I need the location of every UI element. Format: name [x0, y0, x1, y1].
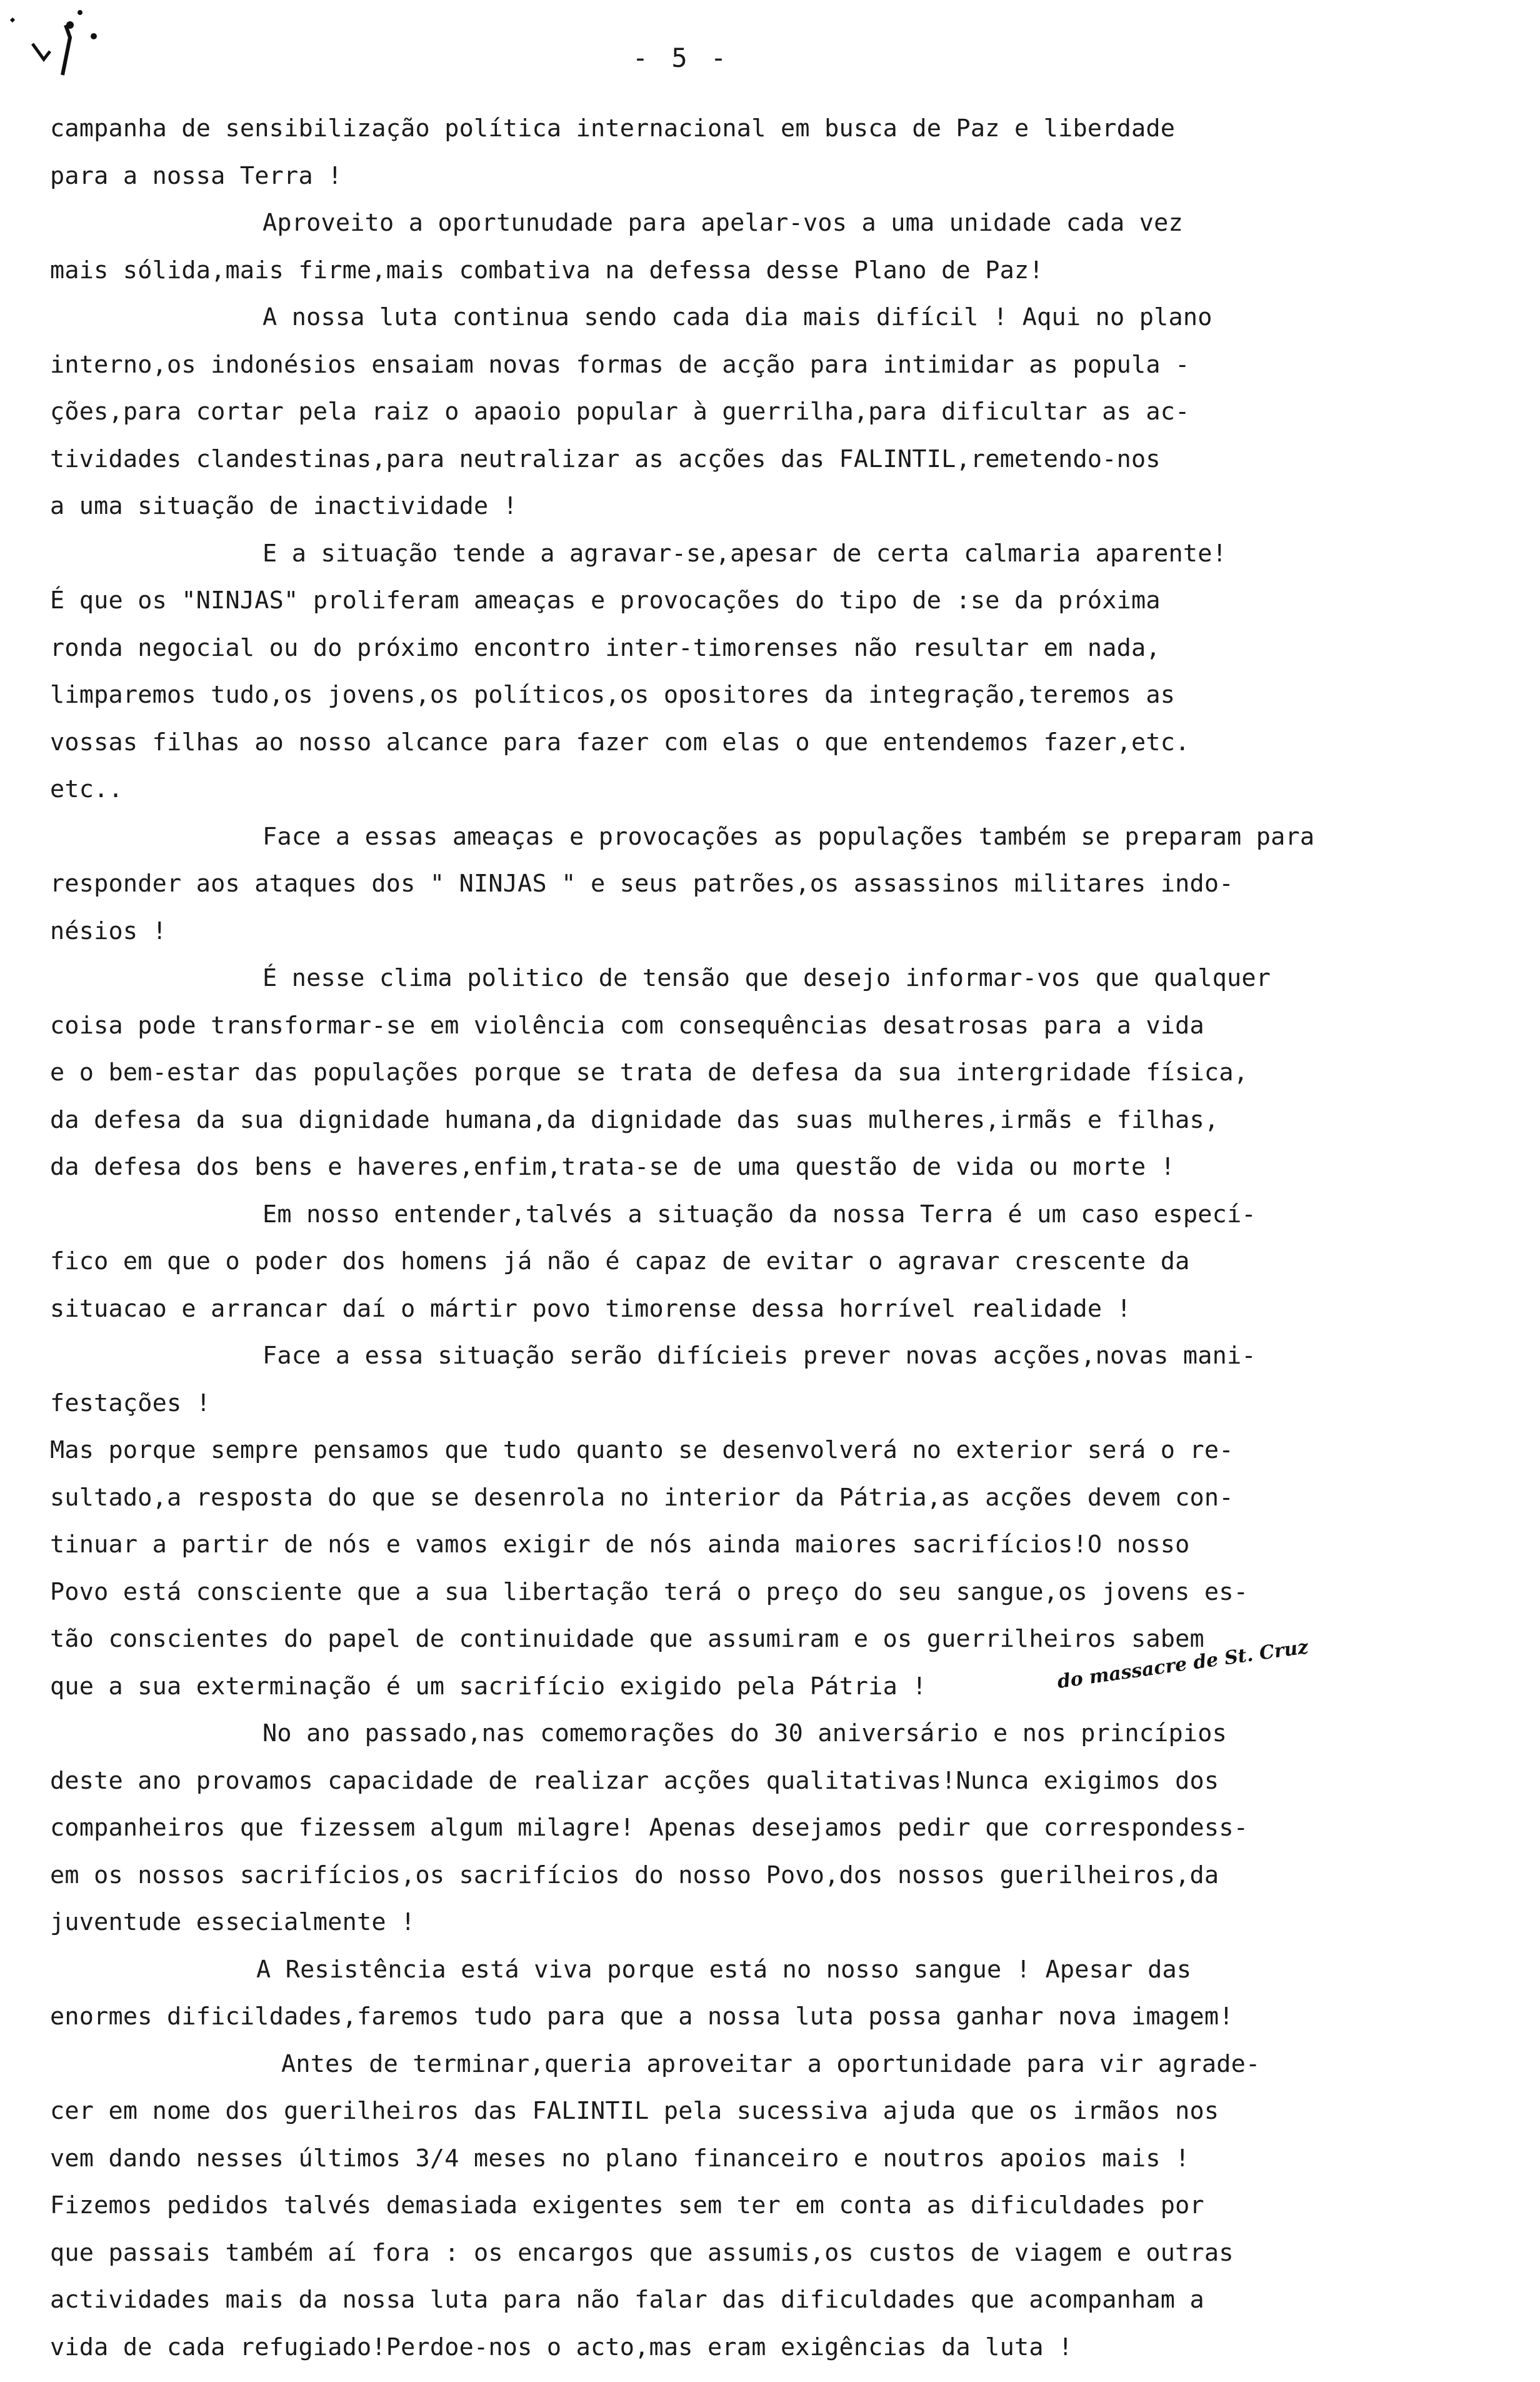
- text-line: etc..: [50, 775, 123, 803]
- text-line: E a situação tende a agravar-se,apesar de certa calmaria aparente!: [262, 539, 1228, 568]
- text-line: em os nossos sacrifícios,os sacrifícios do nosso Povo,dos nossos guerilheiros,da: [50, 1861, 1219, 1889]
- text-line: A nossa luta continua sendo cada dia mais difícil ! Aqui no plano: [262, 303, 1212, 331]
- text-line: responder aos ataques dos " NINJAS " e seus patrões,os assassinos militares indo-: [50, 870, 1234, 898]
- handwritten-annotation: do massacre de St. Cruz: [1056, 1636, 1310, 1694]
- text-line: Mas porque sempre pensamos que tudo quanto se desenvolverá no exterior será o re-: [50, 1436, 1234, 1464]
- text-line: e o bem-estar das populações porque se trata de defesa da sua intergridade física,: [50, 1058, 1249, 1087]
- text-line: coisa pode transformar-se em violência com consequências desatrosas para a vida: [50, 1011, 1204, 1040]
- text-line: juventude essecialmente !: [50, 1908, 416, 1936]
- text-line: Povo está consciente que a sua libertação terá o preço do seu sangue,os jovens es-: [50, 1577, 1249, 1606]
- text-line: a uma situação de inactividade !: [50, 492, 518, 520]
- text-line: Face a essa situação serão difícieis prever novas acções,novas mani-: [262, 1342, 1256, 1370]
- text-line: situacao e arrancar daí o mártir povo timorense dessa horrível realidade !: [50, 1294, 1132, 1323]
- text-line: interno,os indonésios ensaiam novas formas de acção para intimidar as popula -: [50, 350, 1190, 379]
- text-line: festações !: [50, 1389, 211, 1417]
- text-line: companheiros que fizessem algum milagre! Apenas desejamos pedir que correspondess-: [50, 1814, 1249, 1842]
- text-line: campanha de sensibilização política internacional em busca de Paz e liberdade: [50, 114, 1176, 143]
- text-line: Antes de terminar,queria aproveitar a oportunidade para vir agrade-: [281, 2049, 1261, 2078]
- text-line: fico em que o poder dos homens já não é capaz de evitar o agravar crescente da: [50, 1247, 1190, 1275]
- text-line: que passais também aí fora : os encargos que assumis,os custos de viagem e outras: [50, 2238, 1234, 2267]
- text-line: vossas filhas ao nosso alcance para fazer com elas o que entendemos fazer,etc.: [50, 728, 1190, 756]
- text-line: cer em nome dos guerilheiros das FALINTIL pela sucessiva ajuda que os irmãos nos: [50, 2097, 1219, 2125]
- text-line: deste ano provamos capacidade de realizar acções qualitativas!Nunca exigimos dos: [50, 1766, 1219, 1795]
- text-line: nésios !: [50, 917, 168, 945]
- text-line: vida de cada refugiado!Perdoe-nos o acto,mas eram exigências da luta !: [50, 2333, 1073, 2361]
- text-line: tão conscientes do papel de continuidade que assumiram e os guerrilheiros sabem: [50, 1625, 1204, 1653]
- page-number: - 5 -: [632, 43, 731, 73]
- text-line: da defesa dos bens e haveres,enfim,trata-se de uma questão de vida ou morte !: [50, 1153, 1176, 1181]
- text-line: Aproveito a oportunudade para apelar-vos a uma unidade cada vez: [262, 209, 1183, 237]
- text-line: A Resistência está viva porque está no nosso sangue ! Apesar das: [256, 1955, 1192, 1984]
- text-line: Em nosso entender,talvés a situação da nossa Terra é um caso especí-: [262, 1200, 1256, 1229]
- text-line: enormes dificildades,faremos tudo para que a nossa luta possa ganhar nova imagem!: [50, 2003, 1234, 2031]
- text-line: É que os "NINJAS" proliferam ameaças e provocações do tipo de :se da próxima: [50, 586, 1161, 615]
- corner-pen-marks: [0, 0, 125, 100]
- text-line: ronda negocial ou do próximo encontro inter-timorenses não resultar em nada,: [50, 633, 1161, 662]
- text-line: É nesse clima politico de tensão que desejo informar-vos que qualquer: [262, 964, 1271, 992]
- text-line: ções,para cortar pela raiz o apaoio popular à guerrilha,para dificultar as ac-: [50, 398, 1190, 426]
- text-line: Fizemos pedidos talvés demasiada exigentes sem ter em conta as dificuldades por: [50, 2191, 1204, 2219]
- text-line: vem dando nesses últimos 3/4 meses no plano financeiro e noutros apoios mais !: [50, 2144, 1190, 2173]
- text-line: tinuar a partir de nós e vamos exigir de nós ainda maiores sacrifícios!O nosso: [50, 1530, 1190, 1559]
- letter-body: [50, 105, 1500, 2371]
- text-line: que a sua exterminação é um sacrifício exigido pela Pátria !: [50, 1672, 927, 1701]
- text-line: Face a essas ameaças e provocações as populações também se preparam para: [262, 822, 1315, 851]
- text-line: da defesa da sua dignidade humana,da dignidade das suas mulheres,irmãs e filhas,: [50, 1105, 1219, 1134]
- text-line: mais sólida,mais firme,mais combativa na defessa desse Plano de Paz!: [50, 256, 1044, 284]
- text-line: No ano passado,nas comemorações do 30 aniversário e nos princípios: [262, 1719, 1228, 1747]
- text-line: limparemos tudo,os jovens,os políticos,os opositores da integração,teremos as: [50, 681, 1176, 709]
- text-line: actividades mais da nossa luta para não falar das dificuldades que acompanham a: [50, 2286, 1204, 2314]
- text-line: tividades clandestinas,para neutralizar as acções das FALINTIL,remetendo-nos: [50, 445, 1161, 473]
- text-line: sultado,a resposta do que se desenrola no interior da Pátria,as acções devem con-: [50, 1483, 1234, 1512]
- text-line: para a nossa Terra !: [50, 161, 342, 190]
